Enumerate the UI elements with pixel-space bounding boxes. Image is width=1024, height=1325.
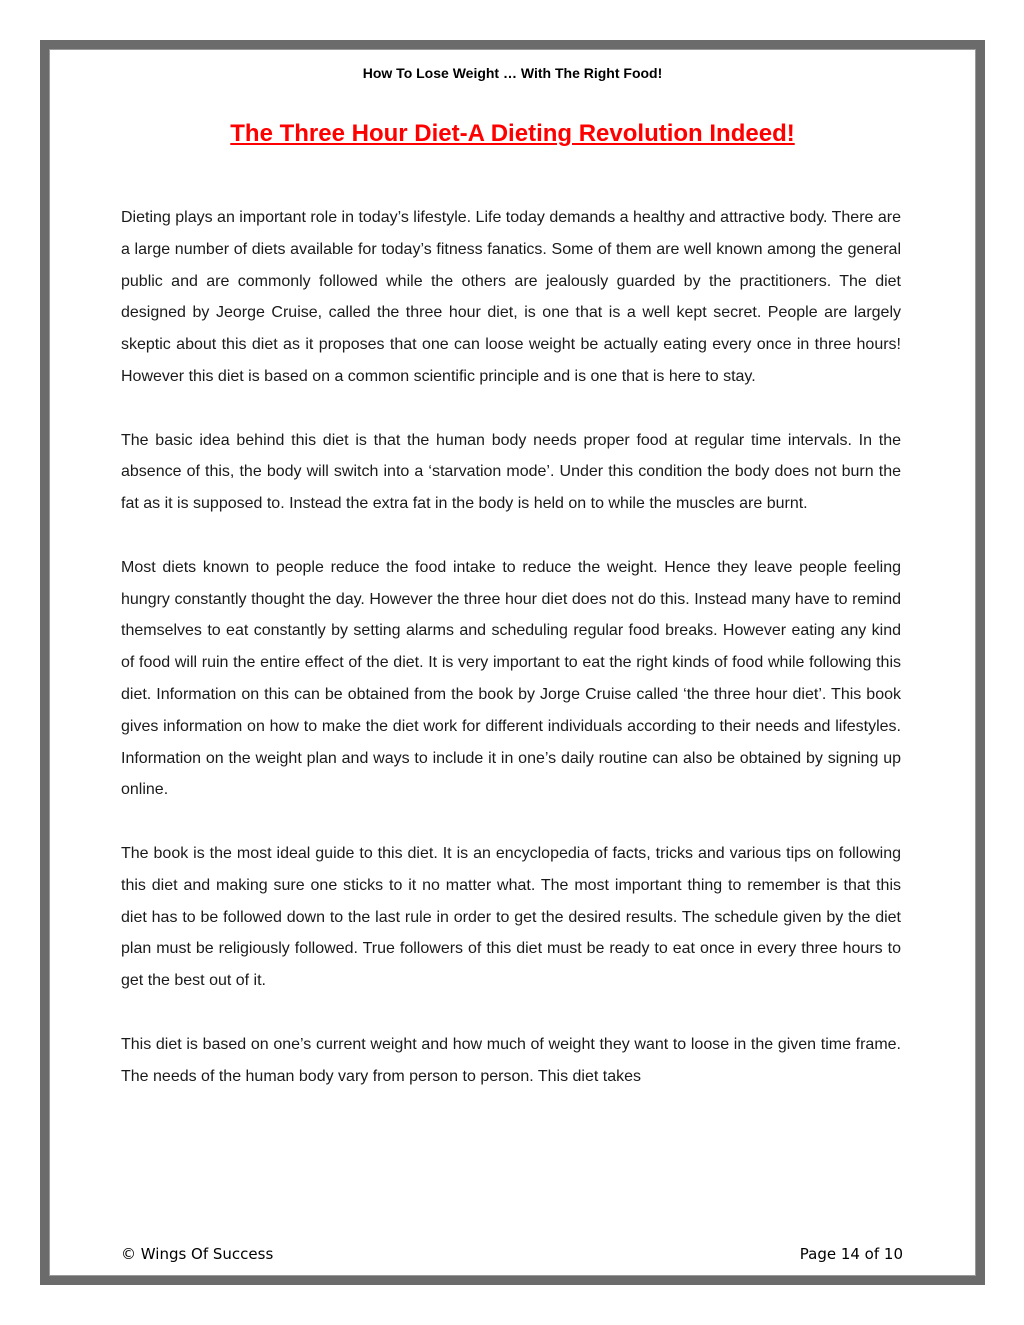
- document-page: [49, 49, 976, 1276]
- paragraph-4: The book is the most ideal guide to this diet. It is an encyclopedia of facts, tricks and various tips on following this diet and making sure one sticks to it no matter what. The most important thing to remember is that this diet has to be followed down to the last rule in order to get the desired results. The schedule given by the diet plan must be religiously followed. True followers of this diet must be ready to eat once in every three hours to get the best out of it.: [121, 844, 901, 990]
- page-number: Page 14 of 10: [799, 1245, 903, 1263]
- paragraph-2: The basic idea behind this diet is that the human body needs proper food at regular time intervals. In the absence of this, the body will switch into a ‘starvation mode’. Under this condition the body does not burn the fat as it is supposed to. Instead the extra fat in the body is held on to while the muscles are burnt.: [121, 431, 901, 513]
- page-title: The Three Hour Diet-A Dieting Revolution Indeed!: [230, 120, 795, 147]
- body-text: [121, 202, 901, 1124]
- copyright-text: © Wings Of Success: [121, 1245, 274, 1263]
- page-border: [40, 40, 985, 1285]
- paragraph-5: This diet is based on one’s current weight and how much of weight they want to loose in the given time frame. The needs of the human body vary from person to person. This diet takes: [121, 1035, 901, 1085]
- running-header: How To Lose Weight … With The Right Food!: [362, 65, 663, 81]
- paragraph-1: Dieting plays an important role in today’s lifestyle. Life today demands a healthy and attractive body. There are a large number of diets available for today’s fitness fanatics. Some of them are well known among the general public and are commonly followed while the others are jealously guarded by the practitioners. The diet designed by Jeorge Cruise, called the three hour diet, is one that is a well kept secret. People are largely skeptic about this diet as it proposes that one can loose weight be actually eating every once in three hours! However this diet is based on a common scientific principle and is one that is here to stay.: [121, 209, 901, 385]
- paragraph-3: Most diets known to people reduce the food intake to reduce the weight. Hence they leave people feeling hungry constantly thought the day. However the three hour diet does not do this. Instead many have to remind themselves to eat constantly by setting alarms and scheduling regular food breaks. However eating any kind of food will ruin the entire effect of the diet. It is very important to eat the right kinds of food while following this diet. Information on this can be obtained from the book by Jorge Cruise called ‘the three hour diet’. This book gives information on how to make the diet work for different individuals according to their needs and lifestyles. Information on the weight plan and ways to include it in one’s daily routine can also be obtained by signing up online.: [121, 558, 901, 799]
